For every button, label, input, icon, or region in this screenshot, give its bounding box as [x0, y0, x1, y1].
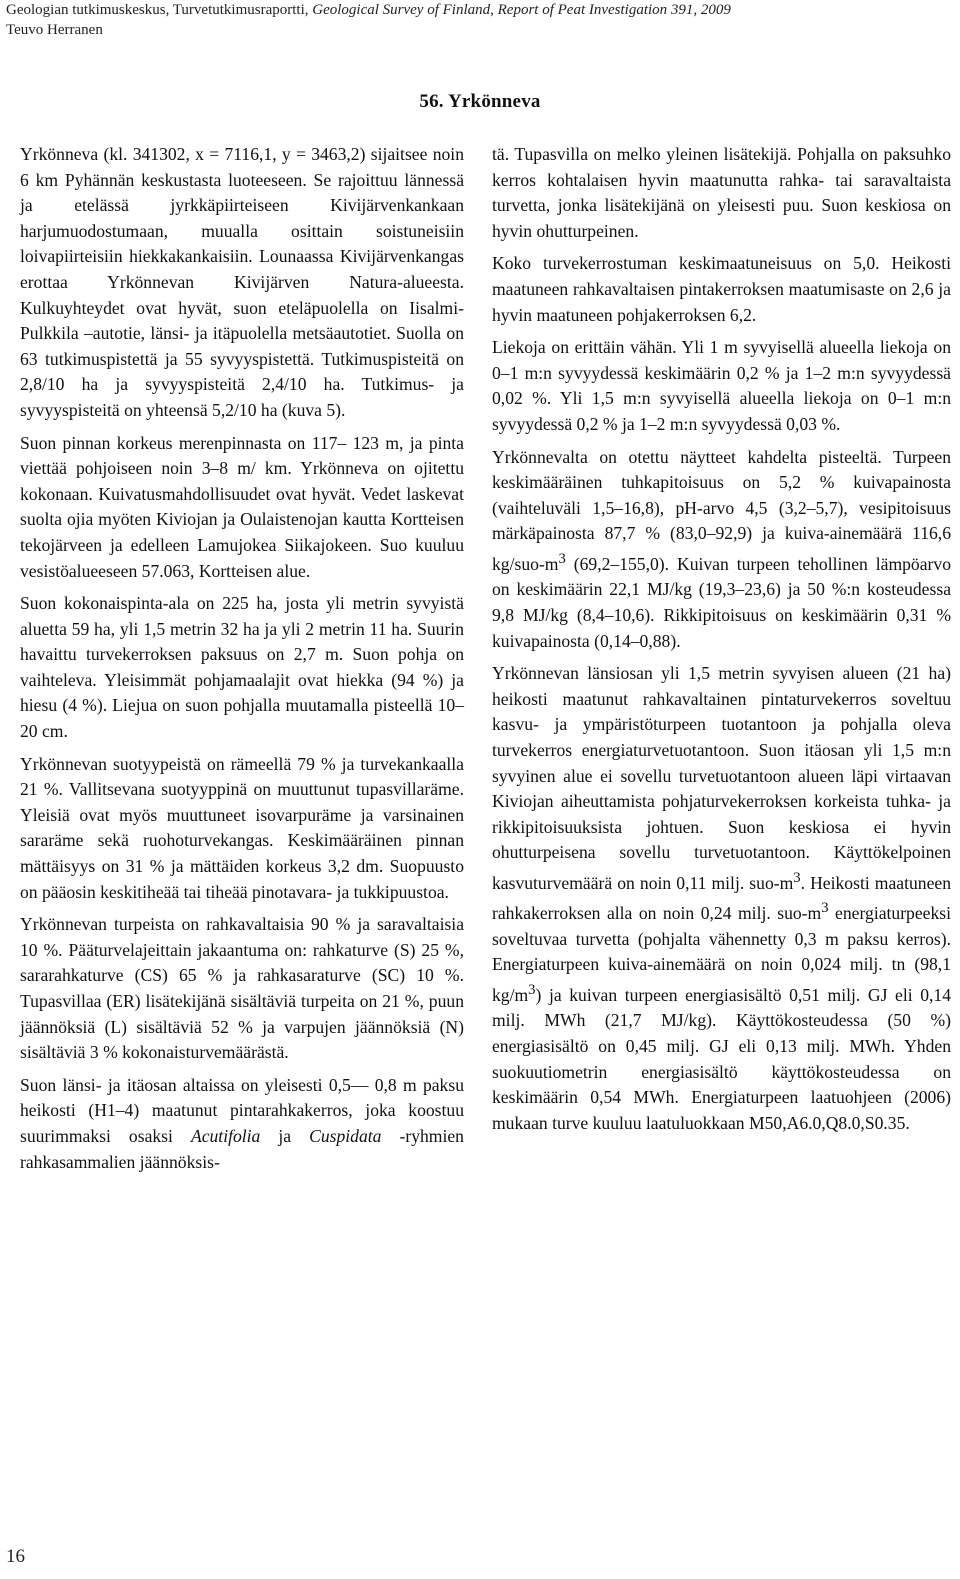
paragraph-humification: Koko turvekerrostuman keskimaatuneisuus on 5,0. Heikosti maatuneen rahkavaltaisen pintakerroksen maatumisaste on 2,6 ja hyvin maatuneen pohjakerroksen 6,2.	[492, 253, 951, 325]
left-column	[20, 142, 464, 1182]
page-number: 16	[6, 1546, 25, 1567]
running-header	[6, 0, 731, 40]
taxon-acutifolia: Acutifolia	[190, 1125, 261, 1146]
header-author: Teuvo Herranen	[6, 22, 103, 38]
paragraph-peat-types: Yrkönnevan turpeista on rahkavaltaisia 90 % ja saravaltaisia 10 %. Pääturvelajeittain jakaantuma on: rahkaturve (S) 25 %, sararahkaturve (CS) 65 % ja rahkasaraturve (SC) 10 %. Tupasvillaa (ER) lisätekijänä sisältäviä turpeita on 21 %, puun jäännöksiä (L) sisältäviä 52 % ja varpujen jäännöksiä (N) sisältäviä 3 % kokonaisturvemäärästä.	[20, 914, 464, 1063]
header-line-1: Geologian tutkimuskeskus, Turvetutkimusraportti, Geological Survey of Finland, Report of Peat Investigation 391, 2009	[6, 2, 731, 18]
header-finnish-title: Geologian tutkimuskeskus, Turvetutkimusraportti	[6, 2, 305, 18]
paragraph-stumps: Liekoja on erittäin vähän. Yli 1 m syvyisellä alueella liekoja on 0–1 m:n syvyydessä keskimäärin 0,2 % ja 1–2 m:n syvyydessä 0,02 %. Yli 1,5 m:n syvyisellä alueella liekoja on 0–1 m:n syvyydessä 0,2 % ja 1–2 m:n syvyydessä 0,03 %.	[492, 337, 951, 434]
paragraph-surface-layer: Suon länsi- ja itäosan altaissa on yleisesti 0,5— 0,8 m paksu heikosti (H1–4) maatunut pintarahkakerros, joka koostuu suurimmaksi osaksi Acutifolia ja Cuspidata -ryhmien rahkasammalien jäännöksis-	[20, 1074, 464, 1172]
paragraph-samples: Yrkönnevalta on otettu näytteet kahdelta pisteeltä. Turpeen keskimääräinen tuhkapitoisuus on 5,2 % kuivapainosta (vaihteluväli 1,5–16,8), pH-arvo 4,5 (3,2–5,7), vesipitoisuus märkäpainosta 87,7 % (83,0–92,9) ja kuiva-ainemäärä 116,6 $kg/suo-m^3$ (69,2–155,0). Kuivan turpeen tehollinen lämpöarvo on keskimäärin 22,1 MJ/kg (19,3–23,6) ja 50 %:n kosteudessa 9,8 MJ/kg (8,4–10,6). Rikkipitoisuus on keskimäärin 0,31 % kuivapainosta (0,14–0,88).	[492, 446, 951, 651]
paragraph-continued: tä. Tupasvilla on melko yleinen lisätekijä. Pohjalla on paksuhko kerros kohtalaisen hyvin maatunutta rahka- tai saravaltaista turvetta, jonka lisätekijänä on yleisesti puu. Suon keskiosa on hyvin ohutturpeinen.	[492, 144, 951, 241]
paragraph-location: Yrkönneva (kl. 341302, x = 7116,1, y = 3463,2) sijaitsee noin 6 km Pyhännän keskustasta luoteeseen. Se rajoittuu lännessä ja etelässä jyrkkäpiirteiseen Kivijärvenkankaan harjumuodostumaan, muualla osittain soistuneisiin loivapiirteisiin hiekkakankaisiin. Lounaassa Kivijärvenkangas erottaa Yrkönnevan Kivijärven Natura-alueesta. Kulkuyhteydet ovat hyvät, suon eteläpuolella on Iisalmi-Pulkkila –autotie, länsi- ja itäpuolella metsäautotiet. Suolla on 63 tutkimuspistettä ja 55 syvyyspistettä. Tutkimuspisteitä on 2,8/10 ha ja syvyyspisteitä 2,4/10 ha. Tutkimus- ja syvyyspisteitä on yhteensä 5,2/10 ha (kuva 5).	[20, 144, 464, 420]
paragraph-elevation: Suon pinnan korkeus merenpinnasta on 117– 123 m, ja pinta viettää pohjoiseen noin 3–8 m/ km. Yrkönneva on ojitettu kokonaan. Kuivatusmahdollisuudet ovat hyvät. Vedet laskevat suolta ojia myöten Kiviojan ja Oulaistenojan kautta Kortteisen tekojärveen ja edelleen Lamujokea Siikajokeen. Suo kuuluu vesistöalueeseen 57.063, Kortteisen alue.	[20, 432, 464, 581]
paragraph-mire-types: Yrkönnevan suotyypeistä on rämeellä 79 % ja turvekankaalla 21 %. Vallitsevana suotyyppinä on muuttunut tupasvillaräme. Yleisiä ovat myös muuttuneet isovarpuräme ja varsinainen sararäme sekä ruohoturvekangas. Keskimääräinen pinnan mättäisyys on 31 % ja mättäiden korkeus 3,2 dm. Suopuusto on pääosin keskitiheää tai tiheää pinotavara- ja tukkipuustoa.	[20, 753, 464, 902]
header-english-title: Geological Survey of Finland, Report of Peat Investigation 391, 2009	[312, 2, 731, 18]
paragraph-suitability: Yrkönnevan länsiosan yli 1,5 metrin syvyisen alueen (21 ha) heikosti maatunut rahkavaltainen pintaturvekerros soveltuu kasvu- ja ympäristöturpeen tuotantoon ja pohjalla oleva turvekerros energiaturvetuotantoon. Suon itäosan yli 1,5 m:n syvyinen alue ei sovellu turvetuotantoon alueen läpi virtaavan Kiviojan aiheuttamista pohjaturvekerroksen korkeista tuhka- ja rikkipitoisuuksista johtuen. Suon keskiosa ei hyvin ohutturpeisena sovellu turvetuotantoon. Käyttökelpoinen kasvuturvemäärä on noin 0,11 milj. suo-$m^3$. Heikosti maatuneen rahkakerroksen alla on noin 0,24 milj. suo-$m^3$ energiaturpeeksi soveltuvaa turvetta (pohjalta vähennetty 0,3 m paksu kerros). Energiaturpeen kuiva-ainemäärä on noin 0,024 milj. tn (98,1 $kg/m^3$) ja kuivan turpeen energiasisältö 0,51 milj. GJ eli 0,14 milj. MWh (21,7 MJ/kg). Käyttökosteudessa (50 %) energiasisältö on 0,45 milj. GJ eli 0,13 milj. MWh. Yhden suokuutiometrin energiasisältö käyttökosteudessa on keskimäärin 0,54 MWh. Energiaturpeen laatuohjeen (2006) mukaan turve kuuluu laatuluokkaan M50,A6.0,Q8.0,S0.35.	[492, 663, 952, 1133]
paragraph-area: Suon kokonaispinta-ala on 225 ha, josta yli metrin syvyistä aluetta 59 ha, yli 1,5 metrin 32 ha ja yli 2 metrin 11 ha. Suurin havaittu turvekerroksen paksuus on 2,7 m. Suon pohja on vaihteleva. Yleisimmät pohjamaalajit ovat hiekka (94 %) ja hiesu (4 %). Liejua on suon pohjalla muutamalla pisteellä 10– 20 cm.	[20, 593, 464, 742]
taxon-cuspidata: Cuspidata	[309, 1125, 382, 1146]
right-column	[492, 142, 951, 1143]
section-title: 56. Yrkönneva	[419, 91, 541, 112]
